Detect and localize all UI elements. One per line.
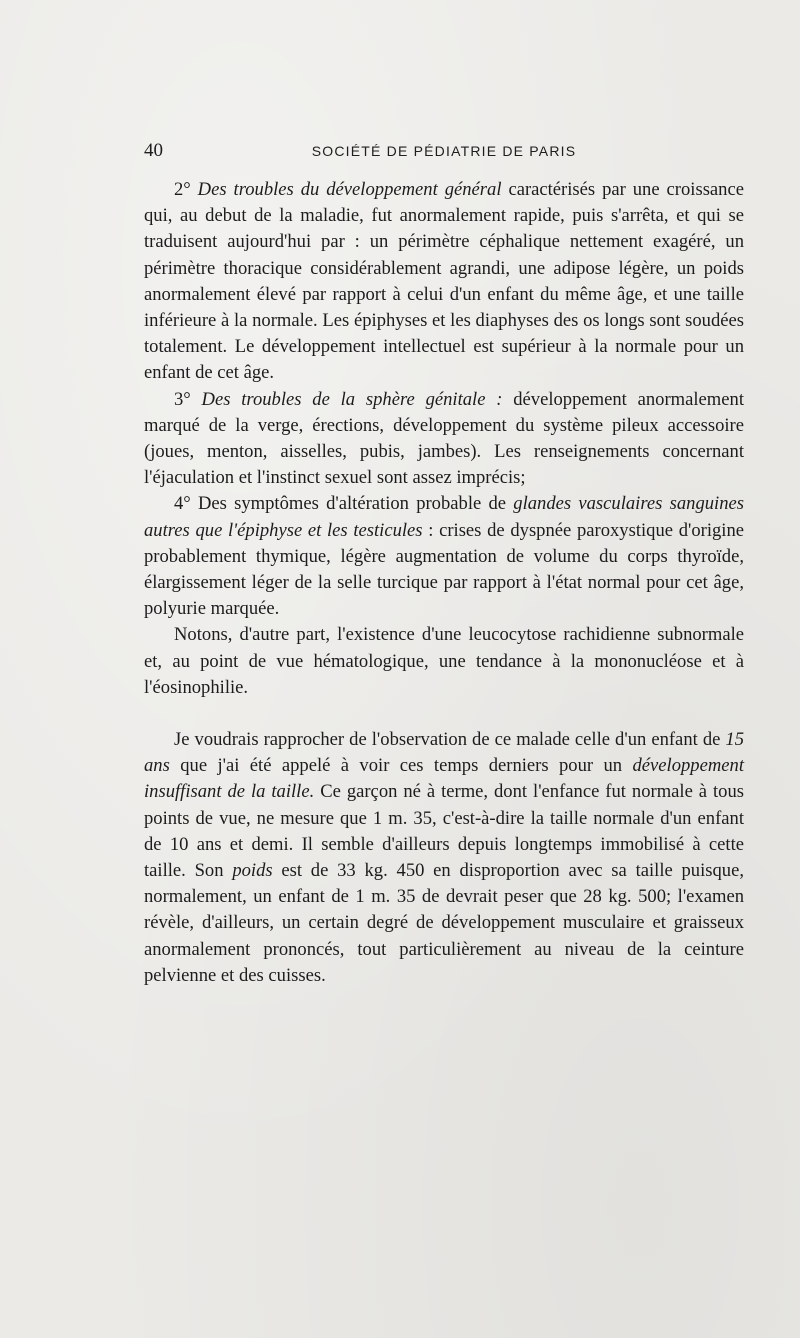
text-run: caractérisés par une croissance qui, au debut de la maladie, fut anormalement rapide, puis s'arrêta, et qui se traduisent aujourd'hui par : un périmètre céphalique nettement exagéré, un périmètre thoracique considérablement agrandi, une adipose légère, un poids anormalement élevé par rapport à celui d'un enfant du même âge, et une taille inférieure à la normale. Les épiphyses et les diaphyses des os longs sont soudées totalement. Le développement intellectuel est supérieur à la normale pour un enfant de cet âge. [144,179,744,384]
text-run: 2° [174,179,198,200]
text-run: Ce garçon né à terme, dont l'enfance fut normale à tous points de vue, ne mesure que 1 m. 35, c'est-à-dire la taille normale d'un enfant de 10 ans et demi. Il semble d'ailleurs depuis longtemps immobilisé à cette taille. Son [144,781,744,882]
text-run: que j'ai été appelé à voir ces temps derniers pour un [169,755,633,777]
paragraph [144,177,744,387]
text-run: 4° Des symptômes d'altération probable de [174,493,514,515]
running-title: SOCIÉTÉ DE PÉDIATRIE DE PARIS [311,143,577,159]
paragraph [144,727,744,989]
paragraph [144,491,744,622]
italic-text: poids [232,860,273,882]
paragraph [144,387,744,492]
text-run: : crises de dyspnée paroxystique d'origine probablement thymique, légère augmentation de volume du corps thyroïde, élargissement léger de la selle turcique par rapport à l'état normal pour cet âge, polyurie marquée. [144,519,745,620]
paragraph [144,622,744,701]
italic-text: Des troubles de la sphère génitale : [201,388,503,410]
body-text [144,177,744,989]
text-run: Notons, d'autre part, l'existence d'une leucocytose rachidienne subnormale et, au point de vue hématologique, une tendance à la mononucléose et à l'éosinophilie. [144,624,744,698]
page-number: 40 [144,140,163,161]
text-run: 3° [174,388,202,410]
italic-text: Des troubles du développement général [197,179,502,200]
text-run: développement anormalement marqué de la verge, érections, développement du système pileux accessoire (joues, menton, aisselles, pubis, jambes). Les renseignements concernant l'éjaculation et l'instinct sexuel sont assez imprécis; [144,388,744,489]
text-run: Je voudrais rapprocher de l'observation de ce malade celle d'un enfant de [174,729,726,751]
page-header [144,140,744,168]
italic-text: glandes vasculaires sanguines autres que l'épiphyse et les testicules [144,493,745,541]
text-run: est de 33 kg. 450 en disproportion avec sa taille puisque, normalement, un enfant de 1 m. 35 de devrait peser que 28 kg. 500; l'examen révèle, d'ailleurs, un certain degré de développement musculaire et graisseux anormalement prononcés, tout particulièrement au niveau de la ceinture pelvienne et des cuisses. [144,860,744,986]
italic-text: 15 ans [144,729,744,777]
italic-text: développement insuffisant de la taille. [144,755,744,803]
